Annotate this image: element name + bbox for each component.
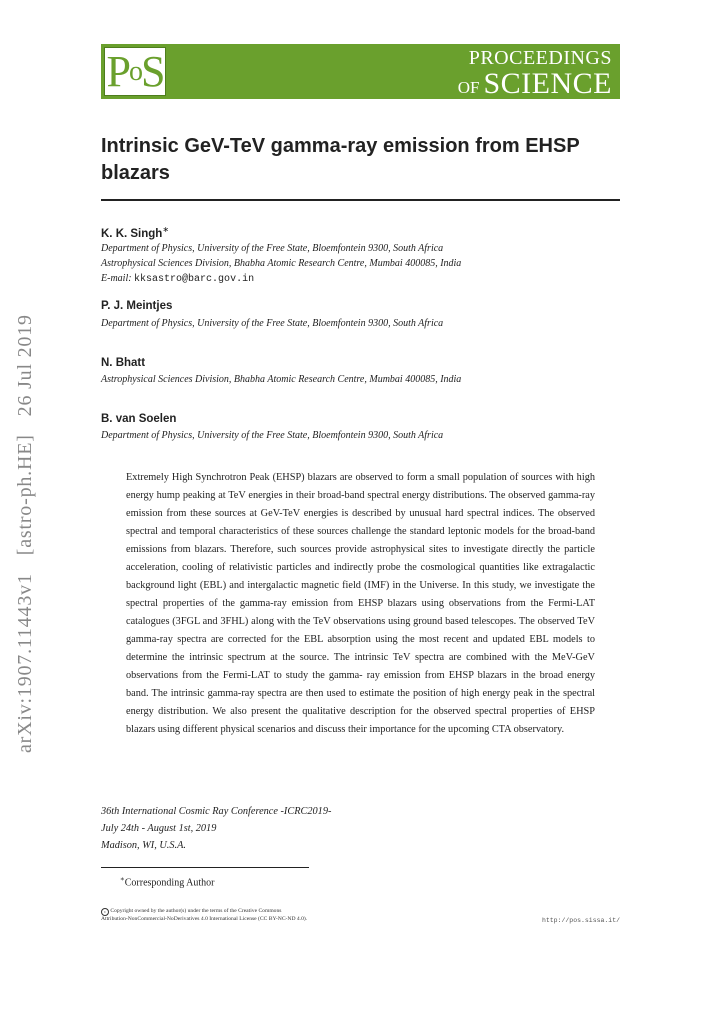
affiliation: Astrophysical Sciences Division, Bhabha Atomic Research Centre, Mumbai 400085, India	[101, 258, 462, 269]
copyright-icon: c	[101, 908, 109, 916]
pos-banner	[101, 44, 620, 99]
affiliation: Department of Physics, University of the Free State, Bloemfontein 9300, South Africa	[101, 318, 444, 329]
footnote-mark: ∗	[120, 875, 125, 883]
arxiv-date: 26 Jul 2019	[14, 314, 36, 417]
abstract: Extremely High Synchrotron Peak (EHSP) blazars are observed to form a small population of sources with high energy hump peaking at TeV energies in their broad-band spectral energy distributions. The observed gamma-ray emission from these sources at GeV-TeV energies is described by unusual hard spectral indices. The observed spectral and temporal characteristics of these sources challenge the standard leptonic models for the broad-band emissions from blazars. Therefore, such sources provide astrophysical sites to investigate directly the particle acceleration, cooling of relativistic particles and indirectly probe the cosmological quantities like extragalactic background light (EBL) and intergalactic magnetic field (IMF) in the Universe. In this study, we investigate the spectral properties of the gamma-ray emission from EHSP blazars using observations from the Fermi-LAT catalogues (3FGL and 3FHL) along with the TeV observations using ground based telescopes. The observed TeV gamma-ray spectra are corrected for the EBL absorption using the most recent and updated EBL models to determine the intrinsic spectrum at the source. The intrinsic TeV spectra are combined with the MeV-GeV observations from the Fermi-LAT to study the gamma- ray emission from EHSP blazars in the broad energy band. The intrinsic gamma-ray spectra are then used to estimate the position of high energy peak in the spectral energy distribution. We also present the qualitative description for the observed spectral properties of EHSP blazars using different physical scenarios and discuss their importance for the upcoming CTA observatory.	[126, 472, 595, 735]
author-name: N. Bhatt	[101, 357, 146, 369]
pos-logo	[104, 47, 166, 96]
email-label: E-mail:	[101, 273, 132, 284]
pos-logo-text: PoS	[106, 47, 164, 96]
affiliation: Department of Physics, University of the Free State, Bloemfontein 9300, South Africa	[101, 430, 444, 441]
of-science-label	[458, 67, 612, 101]
affiliation: Department of Physics, University of the Free State, Bloemfontein 9300, South Africa	[101, 243, 444, 254]
copyright-line-2: Attribution-NonCommercial-NoDerivatives 4.0 International License (CC BY-NC-ND 4.0).	[101, 916, 308, 922]
author-name: B. van Soelen	[101, 413, 177, 425]
copyright-notice	[101, 908, 307, 923]
paper-title: Intrinsic GeV-TeV gamma-ray emission from EHSP blazars	[101, 135, 580, 184]
copyright-line-1: Copyright owned by the author(s) under the terms of the Creative Commons	[110, 908, 282, 914]
footnote-rule	[101, 867, 309, 868]
conference-info	[101, 803, 331, 854]
email-link[interactable]: kksastro@barc.gov.in	[134, 274, 255, 285]
affiliation: Astrophysical Sciences Division, Bhabha Atomic Research Centre, Mumbai 400085, India	[101, 374, 462, 385]
footnote	[120, 875, 214, 888]
title-rule	[101, 199, 620, 201]
arxiv-id: arXiv:1907.11443v1	[14, 573, 36, 753]
pos-url-link[interactable]: http://pos.sissa.it/	[541, 917, 620, 924]
conference-dates: July 24th - August 1st, 2019	[101, 823, 217, 834]
email-line	[101, 273, 254, 285]
arxiv-stamp	[14, 314, 37, 753]
proceedings-label: PROCEEDINGS	[468, 47, 612, 69]
conference-name: 36th International Cosmic Ray Conference -ICRC2019-	[101, 806, 332, 817]
arxiv-category: [astro-ph.HE]	[14, 434, 36, 556]
author-name	[101, 225, 169, 240]
of-label: OF	[457, 78, 480, 97]
author-name-text: K. K. Singh	[101, 227, 163, 240]
footnote-text: Corresponding Author	[124, 877, 215, 889]
science-label: SCIENCE	[483, 67, 612, 100]
conference-location: Madison, WI, U.S.A.	[101, 840, 186, 851]
corresponding-mark: ∗	[162, 225, 170, 234]
author-name: P. J. Meintjes	[101, 300, 173, 312]
